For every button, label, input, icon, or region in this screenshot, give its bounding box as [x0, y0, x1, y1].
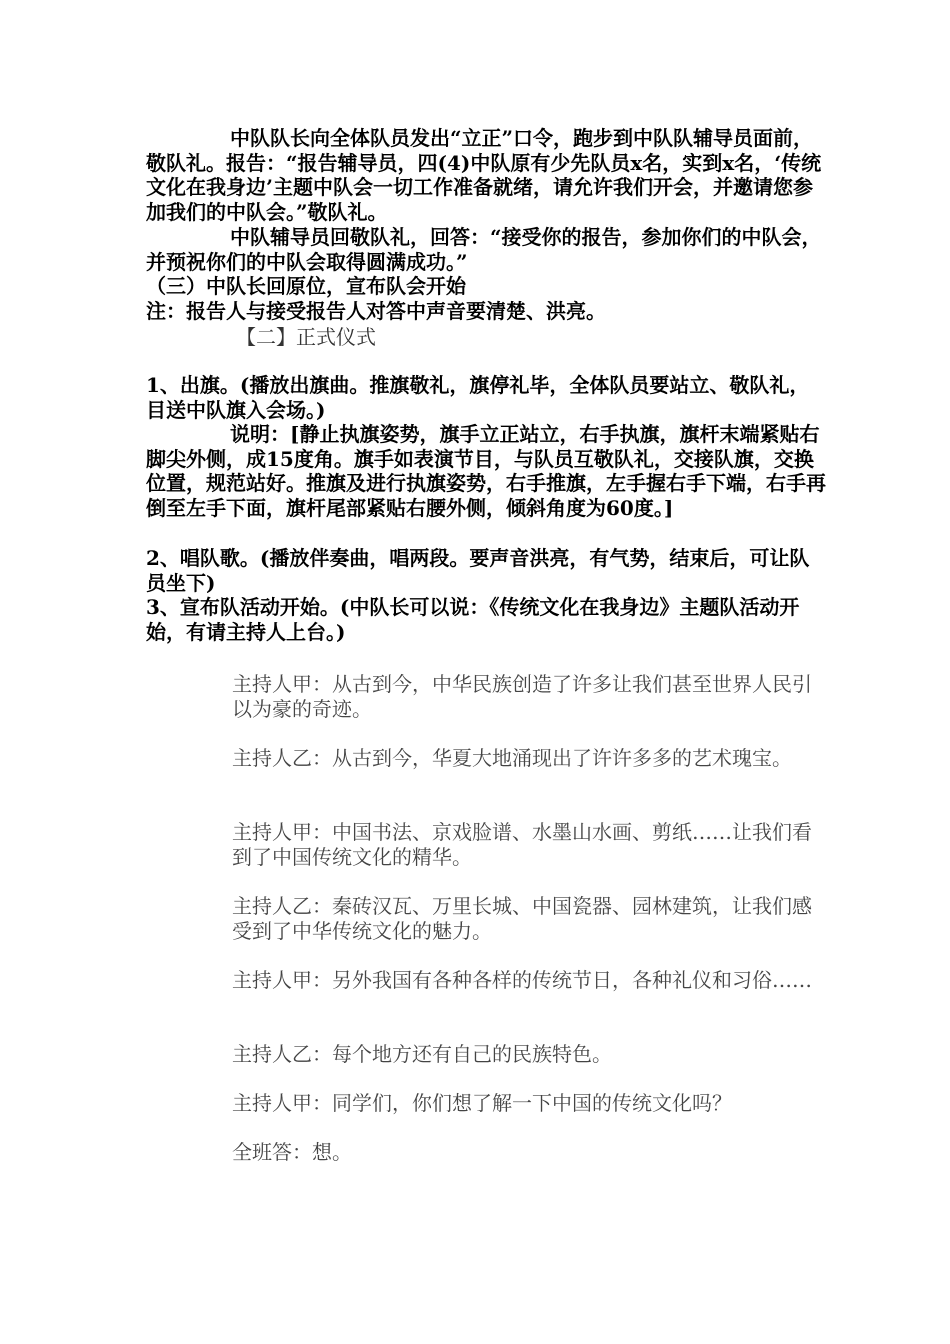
dialogue-line: 主持人甲：中国书法、京戏脸谱、水墨山水画、剪纸……让我们看到了中国传统文化的精华。: [232, 820, 812, 869]
dialogue-line: 主持人甲：另外我国有各种各样的传统节日，各种礼仪和习俗……: [232, 968, 812, 992]
step-activity-start: 3、宣布队活动开始。(中队长可以说：《传统文化在我身边》主题队活动开始，有请主持人上台。): [146, 595, 800, 644]
dialogue-line: 全班答：想。: [232, 1140, 352, 1164]
dialogue-line: 主持人乙：秦砖汉瓦、万里长城、中国瓷器、园林建筑，让我们感受到了中华传统文化的魅力。: [232, 894, 812, 943]
step-flag-raising: 1、出旗。(播放出旗曲。推旗敬礼，旗停礼毕，全体队员要站立、敬队礼，目送中队旗入会场。): [146, 373, 810, 422]
dialogue-line: 主持人乙：每个地方还有自己的民族特色。: [232, 1042, 612, 1066]
dialogue-line: 主持人甲：从古到今，中华民族创造了许多让我们甚至世界人民引以为豪的奇迹。: [232, 672, 812, 721]
step-team-song: 2、唱队歌。(播放伴奏曲，唱两段。要声音洪亮，有气势，结束后，可让队员坐下): [146, 546, 810, 595]
intro-step-three: （三）中队长回原位，宣布队会开始: [146, 274, 466, 298]
section-title: 【二】正式仪式: [236, 325, 376, 349]
intro-note: 注：报告人与接受报告人对答中声音要清楚、洪亮。: [146, 299, 606, 323]
dialogue-line: 主持人乙：从古到今，华夏大地涌现出了许许多多的艺术瑰宝。: [232, 746, 792, 770]
intro-paragraph-reply: 中队辅导员回敬队礼，回答：“接受你的报告，参加你们的中队会，并预祝你们的中队会取得圆满成功。”: [146, 225, 822, 274]
intro-paragraph-report: 中队队长向全体队员发出“立正”口令，跑步到中队队辅导员面前，敬队礼。报告：“报告辅导员，四(4)中队原有少先队员x名，实到x名，‘传统文化在我身边’主题中队会一切工作准备就绪，请允许我们开会，并邀请您参加我们的中队会。”敬队礼。: [146, 126, 822, 224]
dialogue-line: 主持人甲：同学们，你们想了解一下中国的传统文化吗？: [232, 1091, 732, 1115]
step-flag-note: 说明：[静止执旗姿势，旗手立正站立，右手执旗，旗杆末端紧贴右脚尖外侧，成15度角。旗手如表演节目，与队员互敬队礼，交接队旗，交换位置，规范站好。推旗及进行执旗姿势，右手推旗，左手握右手下端，右手再倒至左手下面，旗杆尾部紧贴右腰外侧，倾斜角度为60度。]: [146, 422, 826, 520]
